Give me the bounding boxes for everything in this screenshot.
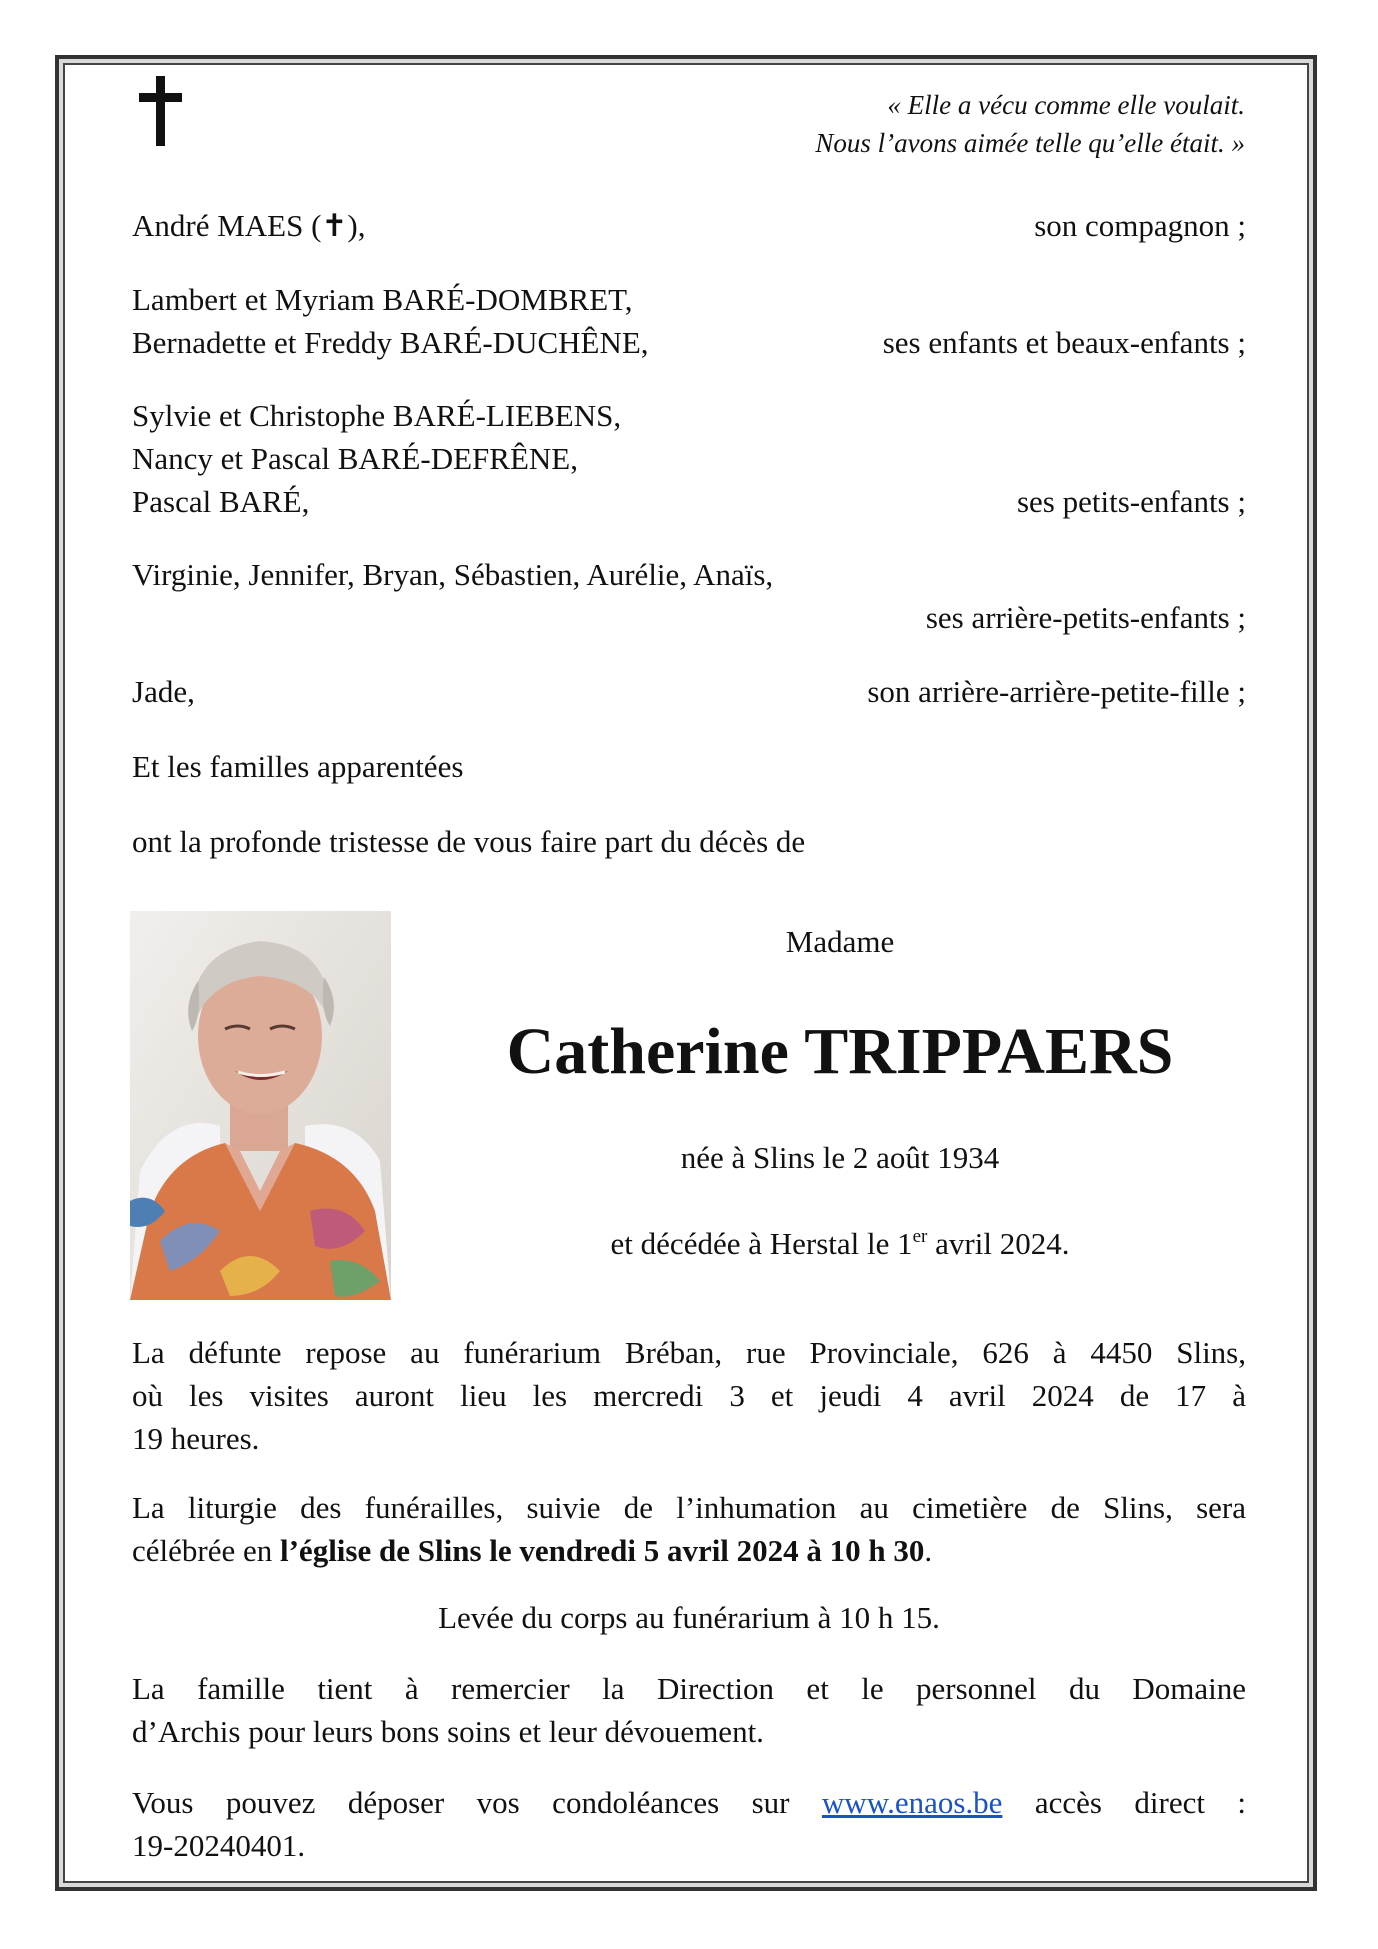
grandchildren-line-1: Sylvie et Christophe BARÉ-LIEBENS, xyxy=(132,398,622,433)
birth-info: née à Slins le 2 août 1934 xyxy=(680,1140,1000,1175)
liturgy-line-2 xyxy=(132,1529,1246,1572)
condolences-prefix: Vous pouvez déposer vos condoléances sur xyxy=(132,1785,822,1820)
visitation-line-1: La défunte repose au funérarium Bréban, rue Provinciale, 626 à 4450 Slins, xyxy=(132,1335,1246,1370)
related-families: Et les familles apparentées xyxy=(132,749,464,784)
epitaph-quote xyxy=(815,86,1245,162)
visitation-paragraph xyxy=(132,1331,1246,1460)
visitation-line-3: 19 heures. xyxy=(132,1421,260,1456)
thanks-line-1: La famille tient à remercier la Direction et le personnel du Domaine xyxy=(132,1671,1246,1706)
companion-relation: son compagnon ; xyxy=(1034,208,1246,243)
death-info-suffix: avril 2024. xyxy=(927,1226,1070,1261)
condolences-line-1 xyxy=(132,1781,1246,1824)
quote-line-2: Nous l’avons aimée telle qu’elle était. » xyxy=(815,128,1245,158)
children-relation: ses enfants et beaux-enfants ; xyxy=(882,325,1246,360)
announcement: ont la profonde tristesse de vous faire part du décès de xyxy=(132,824,806,859)
family-grandchildren xyxy=(132,394,1246,523)
grandchildren-relation: ses petits-enfants ; xyxy=(1016,484,1246,519)
thanks-paragraph xyxy=(132,1667,1246,1753)
thanks-line-2: d’Archis pour leurs bons soins et leur dévouement. xyxy=(132,1714,764,1749)
levee-du-corps: Levée du corps au funérarium à 10 h 15. xyxy=(438,1600,940,1635)
family-great-great-grandchild xyxy=(132,670,1246,713)
grandchildren-line-2: Nancy et Pascal BARÉ-DEFRÊNE, xyxy=(132,441,578,476)
condolences-paragraph xyxy=(132,1781,1246,1867)
family-children xyxy=(132,278,1246,364)
condolences-link[interactable]: www.enaos.be xyxy=(821,1785,1003,1820)
great-great-name: Jade, xyxy=(132,674,195,709)
great-grandchildren-names: Virginie, Jennifer, Bryan, Sébastien, Aurélie, Anaïs, xyxy=(132,557,774,592)
liturgy-line-2-prefix: célébrée en xyxy=(132,1533,280,1568)
family-great-grandchildren xyxy=(132,553,1246,639)
companion-name: André MAES (✝), xyxy=(132,208,366,243)
great-great-relation: son arrière-arrière-petite-fille ; xyxy=(867,674,1246,709)
death-info-superscript: er xyxy=(912,1226,928,1247)
family-companion xyxy=(132,204,1246,247)
children-line-2: Bernadette et Freddy BARÉ-DUCHÊNE, xyxy=(132,325,649,360)
cross-icon xyxy=(136,76,186,146)
death-info xyxy=(430,1222,1250,1265)
deceased-name: Catherine TRIPPAERS xyxy=(506,1015,1174,1088)
grandchildren-line-3: Pascal BARÉ, xyxy=(132,484,310,519)
liturgy-paragraph xyxy=(132,1486,1246,1572)
condolences-suffix: accès direct : xyxy=(1034,1785,1247,1820)
liturgy-line-1: La liturgie des funérailles, suivie de l’inhumation au cimetière de Slins, sera xyxy=(132,1490,1246,1525)
great-grandchildren-relation: ses arrière-petits-enfants ; xyxy=(925,600,1246,635)
visitation-line-2: où les visites auront lieu les mercredi 3 et jeudi 4 avril 2024 de 17 à xyxy=(132,1378,1246,1413)
quote-line-1: « Elle a vécu comme elle voulait. xyxy=(887,90,1245,120)
deceased-title: Madame xyxy=(785,924,895,959)
death-info-prefix: et décédée à Herstal le 1 xyxy=(610,1226,913,1261)
deceased-photo xyxy=(130,911,391,1300)
children-line-1: Lambert et Myriam BARÉ-DOMBRET, xyxy=(132,282,633,317)
condolences-code: 19-20240401. xyxy=(132,1828,306,1863)
liturgy-church-date: l’église de Slins le vendredi 5 avril 2024 à 10 h 30 xyxy=(280,1533,925,1568)
liturgy-line-2-suffix: . xyxy=(924,1533,933,1568)
